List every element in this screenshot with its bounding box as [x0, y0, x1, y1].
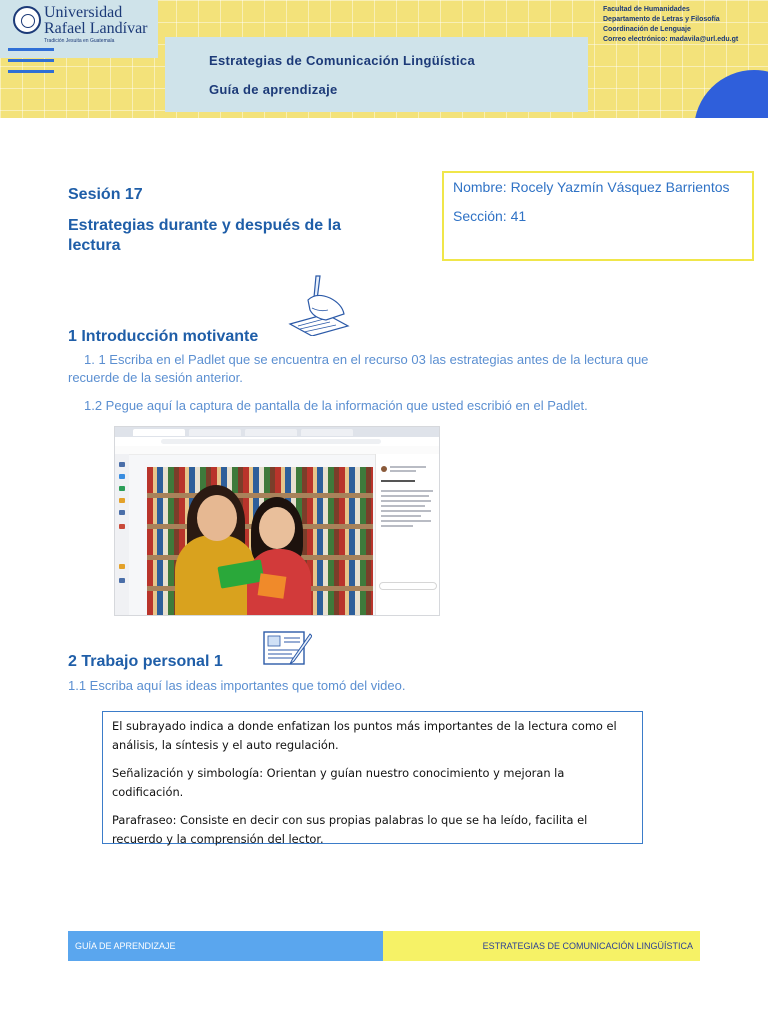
- padlet-screenshot: [114, 426, 440, 616]
- browser-tab-bar: [115, 427, 439, 437]
- university-name: Universidad Rafael Landívar: [44, 4, 148, 37]
- browser-sidebar: [115, 454, 129, 616]
- department-line: Departamento de Letras y Filosofía: [603, 16, 720, 23]
- pen-writing-icon: [286, 274, 350, 336]
- note-paragraph-2: Señalización y simbología: Orientan y guían nuestro conocimiento y mejoran la codificación.: [112, 766, 565, 799]
- student-info-box: [442, 171, 754, 261]
- faculty-info: [603, 5, 738, 45]
- university-tagline: Tradición Jesuita en Guatemala: [44, 38, 115, 44]
- email-line: Correo electrónico: madavila@url.edu.gt: [603, 36, 739, 43]
- student-name: Nombre: Rocely Yazmín Vásquez Barrientos: [453, 179, 730, 195]
- padlet-post-panel: [375, 454, 440, 616]
- course-title: Estrategias de Comunicación Lingüística: [209, 53, 475, 68]
- university-seal-icon: [13, 6, 41, 34]
- session-title: Sesión 17: [68, 186, 143, 203]
- instruction-1-1: 1. 1 Escriba en el Padlet que se encuentra en el recurso 03 las estrategias antes de la lectura que recuerde de la sesión anterior.: [68, 352, 649, 385]
- menu-lines-icon: [8, 48, 54, 78]
- session-subtitle: Estrategias durante y después de la lectura: [68, 217, 341, 254]
- notes-text-box[interactable]: [102, 711, 643, 844]
- section-1-heading: 1 Introducción motivante: [68, 328, 259, 345]
- document-pencil-icon: [262, 630, 312, 666]
- guide-title: Guía de aprendizaje: [209, 82, 338, 97]
- instruction-2-1: 1.1 Escriba aquí las ideas importantes que tomó del video.: [68, 678, 406, 693]
- coordination-line: Coordinación de Lenguaje: [603, 26, 691, 33]
- faculty-line: Facultad de Humanidades: [603, 6, 690, 13]
- note-paragraph-1: El subrayado indica a donde enfatizan los puntos más importantes de la lectura como el análisis, la síntesis y el auto regulación.: [112, 719, 617, 752]
- instruction-1-2: 1.2 Pegue aquí la captura de pantalla de la información que usted escribió en el Padlet.: [84, 398, 588, 413]
- footer-guide-label: GUÍA DE APRENDIZAJE: [68, 931, 383, 961]
- students-reading-photo: [147, 467, 373, 616]
- decorative-arc: [694, 70, 768, 118]
- page-header: [0, 0, 768, 118]
- footer-course-label: ESTRATEGIAS DE COMUNICACIÓN LINGÜÍSTICA: [383, 931, 700, 961]
- student-section: Sección: 41: [453, 208, 527, 224]
- title-panel: [165, 37, 588, 112]
- note-paragraph-3: Parafraseo: Consiste en decir con sus propias palabras lo que se ha leído, facilita el recuerdo y la comprensión del lector.: [112, 813, 588, 846]
- section-2-heading: 2 Trabajo personal 1: [68, 653, 223, 670]
